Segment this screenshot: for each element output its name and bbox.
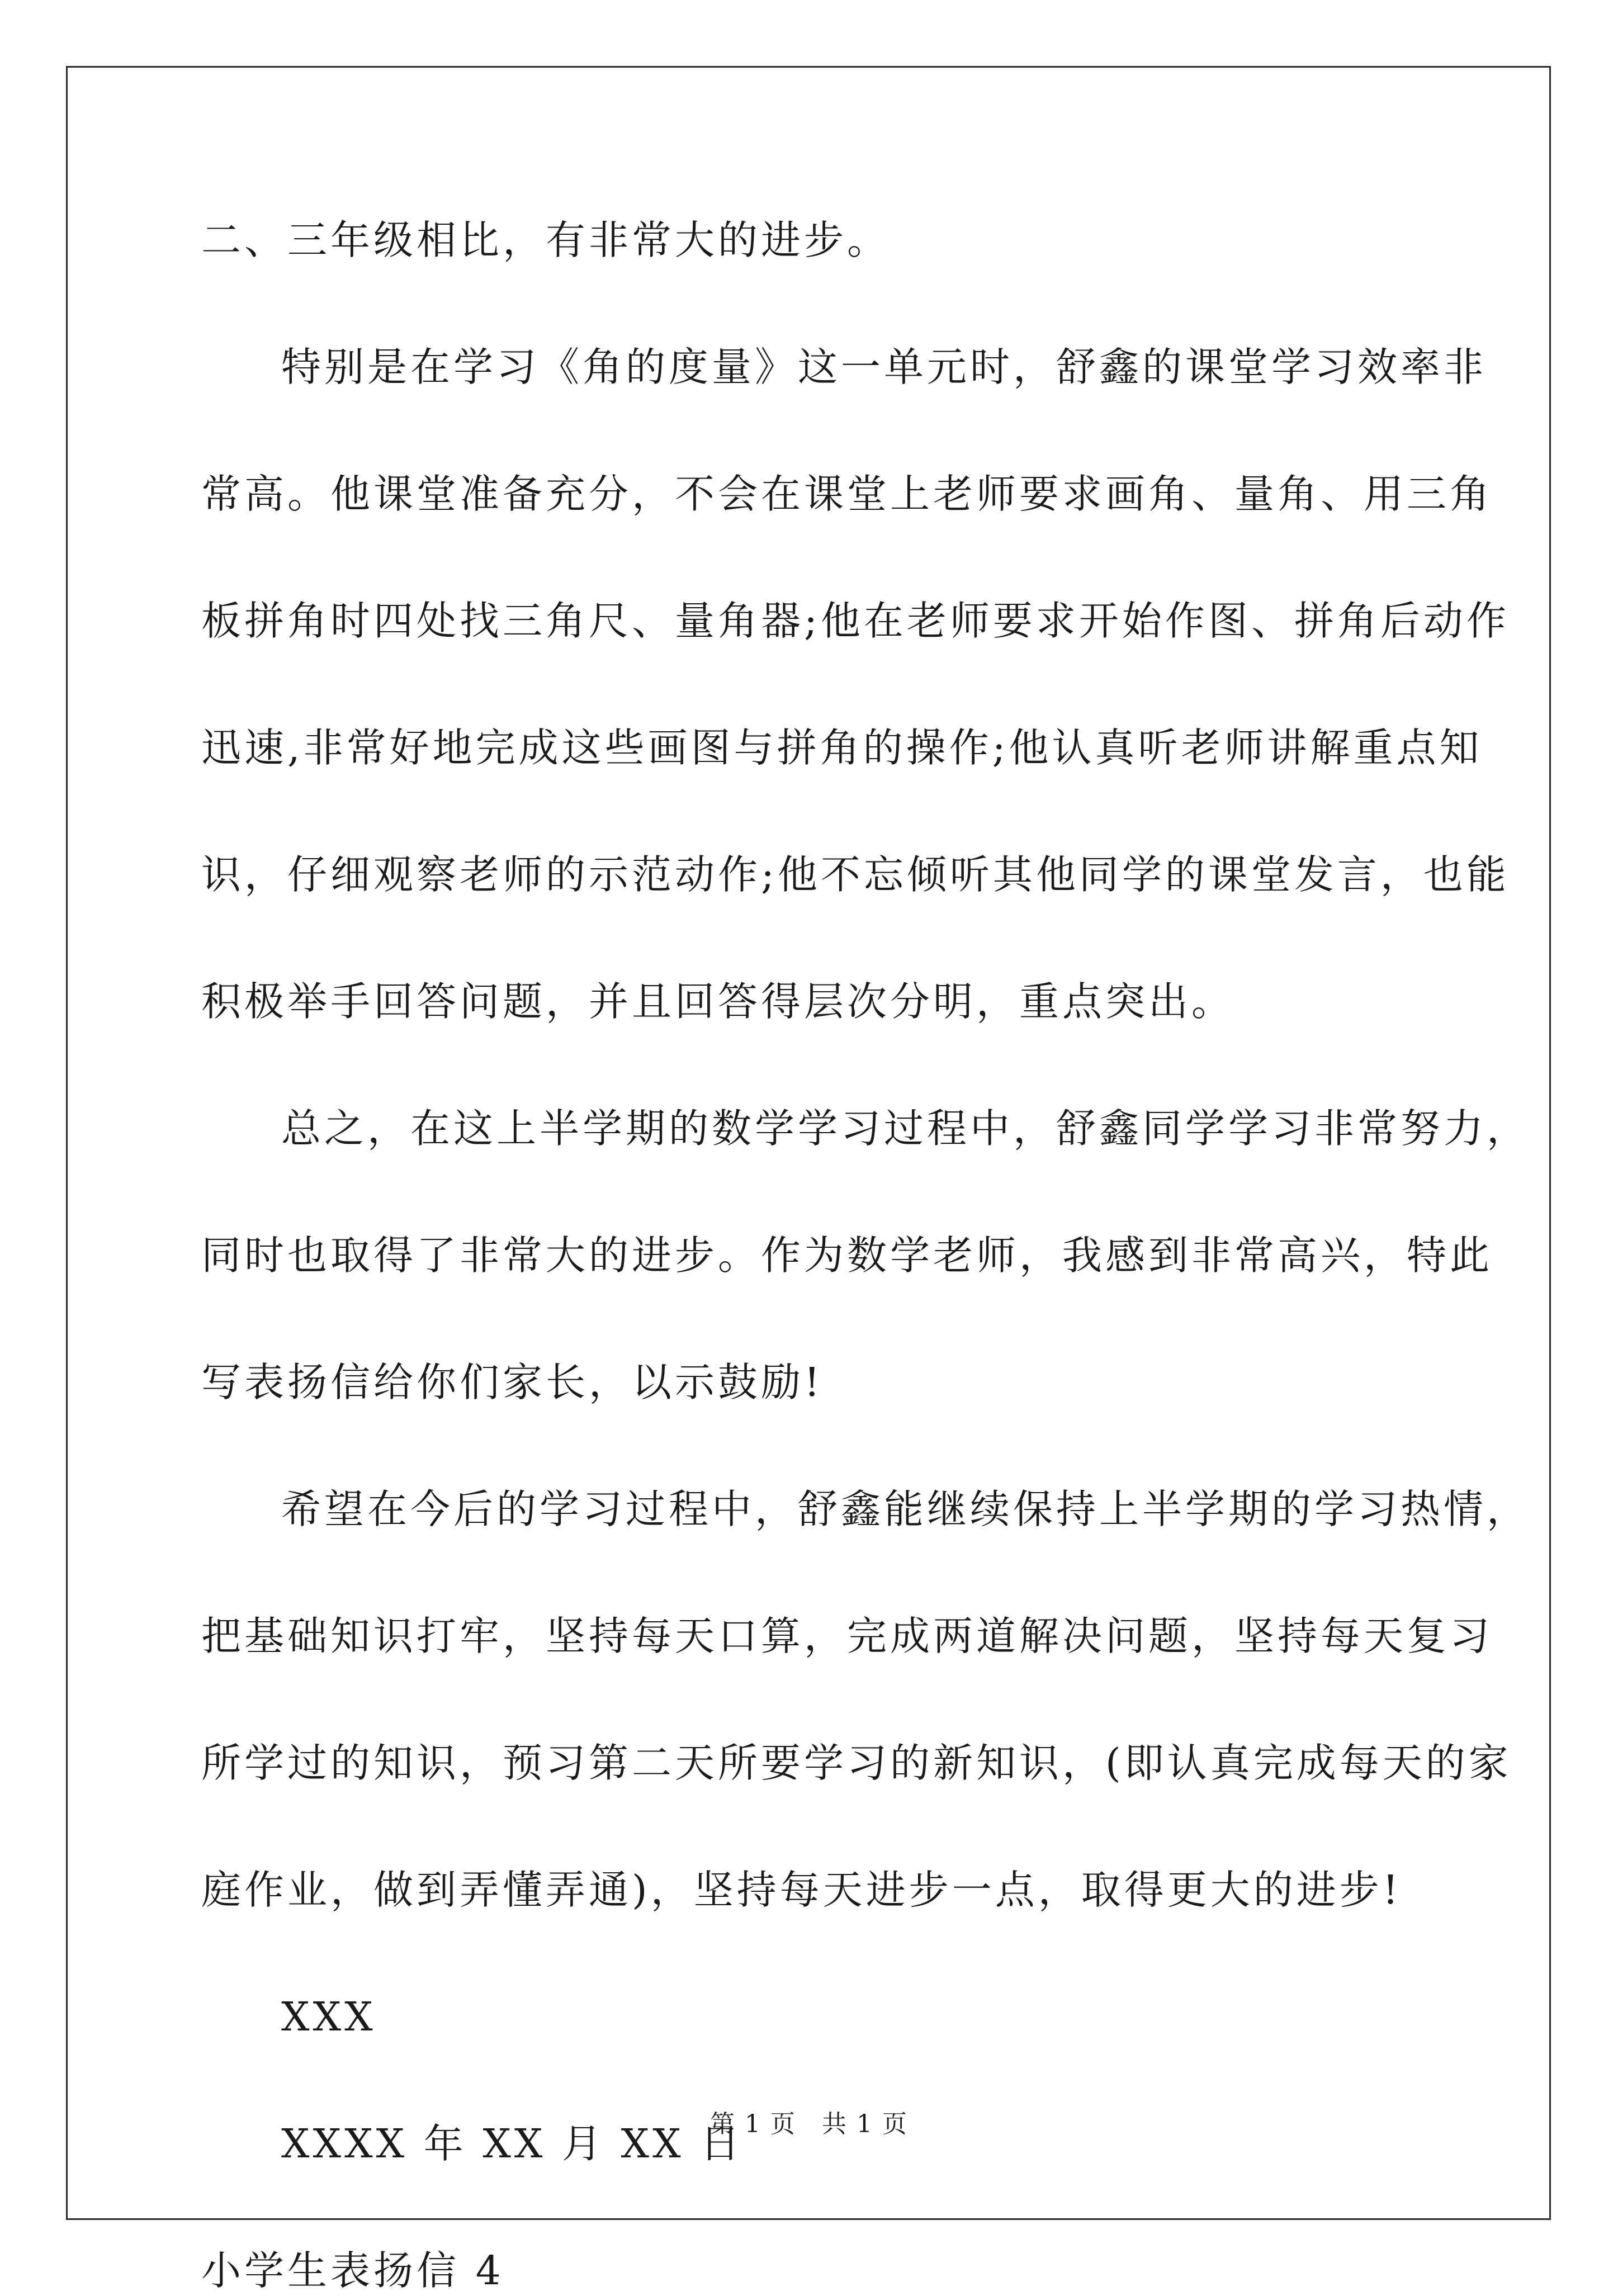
paragraph-line: 把基础知识打牢，坚持每天口算，完成两道解决问题，坚持每天复习 bbox=[201, 1613, 1493, 1659]
signature-date: XXXX 年 XX 月 XX 日 bbox=[281, 2120, 744, 2167]
paragraph-line: 迅速,非常好地完成这些画图与拼角的操作;他认真听老师讲解重点知 bbox=[201, 725, 1483, 771]
page-number-footer: 第 1 页 共 1 页 bbox=[710, 2110, 908, 2138]
paragraph-line: 积极举手回答问题，并且回答得层次分明，重点突出。 bbox=[201, 978, 1235, 1025]
paragraph-line: 写表扬信给你们家长，以示鼓励! bbox=[201, 1359, 824, 1405]
paragraph-line: 二、三年级相比，有非常大的进步。 bbox=[201, 217, 891, 263]
paragraph-line: 所学过的知识，预习第二天所要学习的新知识，(即认真完成每天的家 bbox=[201, 1740, 1512, 1786]
paragraph-line: 总之，在这上半学期的数学学习过程中，舒鑫同学学习非常努力， bbox=[281, 1105, 1530, 1152]
paragraph-line: 希望在今后的学习过程中，舒鑫能继续保持上半学期的学习热情， bbox=[281, 1486, 1530, 1532]
paragraph-line: 特别是在学习《角的度量》这一单元时，舒鑫的课堂学习效率非 bbox=[281, 344, 1487, 390]
section-heading: 小学生表扬信 4 bbox=[201, 2247, 504, 2294]
signature-name: XXX bbox=[281, 1994, 376, 2040]
paragraph-line: 识，仔细观察老师的示范动作;他不忘倾听其他同学的课堂发言，也能 bbox=[201, 851, 1510, 898]
paragraph-line: 同时也取得了非常大的进步。作为数学老师，我感到非常高兴，特此 bbox=[201, 1232, 1493, 1279]
paragraph-line: 常高。他课堂准备充分，不会在课堂上老师要求画角、量角、用三角 bbox=[201, 471, 1493, 517]
paragraph-line: 板拼角时四处找三角尺、量角器;他在老师要求开始作图、拼角后动作 bbox=[201, 598, 1510, 644]
paragraph-line: 庭作业，做到弄懂弄通)，坚持每天进步一点，取得更大的进步! bbox=[201, 1867, 1402, 1913]
